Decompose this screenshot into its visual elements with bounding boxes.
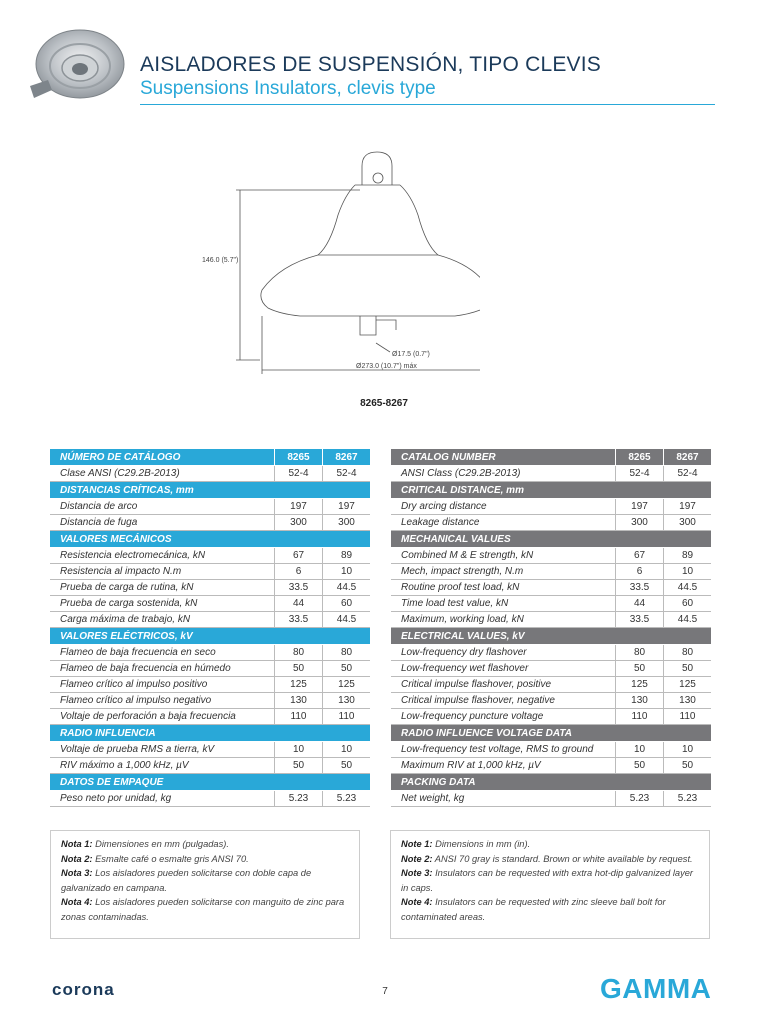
row-label: Maximum, working load, kN [391,612,616,628]
note-item [61,895,349,924]
value-8265: 197 [275,499,323,515]
table-header-8265: 8265 [616,449,664,466]
note-label: Nota 1: [61,839,93,849]
value-8267: 125 [323,677,371,693]
table-row [391,677,711,693]
row-label: Low-frequency puncture voltage [391,709,616,725]
value-8265: 50 [275,661,323,677]
table-row [50,596,370,612]
row-label: Voltaje de prueba RMS a tierra, kV [50,742,275,758]
section-title: DATOS DE EMPAQUE [50,774,370,791]
value-8267: 80 [323,645,371,661]
value-8267: 50 [664,661,712,677]
row-label: Flameo crítico al impulso positivo [50,677,275,693]
insulator-photo [22,22,130,104]
section-header-row [50,725,370,742]
note-text: Dimensiones en mm (pulgadas). [92,839,229,849]
value-8267: 110 [323,709,371,725]
value-8265: 67 [616,548,664,564]
value-8265: 125 [616,677,664,693]
table-row [50,499,370,515]
value-8267: 5.23 [664,791,712,807]
table-row [50,580,370,596]
section-header-row [50,531,370,548]
table-row [391,612,711,628]
value-8265: 33.5 [275,580,323,596]
corona-logo: corona [52,980,115,999]
table-row [391,499,711,515]
row-label: ANSI Class (C29.2B-2013) [391,466,616,482]
section-title: RADIO INFLUENCE VOLTAGE DATA [391,725,711,742]
row-label: Low-frequency dry flashover [391,645,616,661]
row-label: Clase ANSI (C29.2B-2013) [50,466,275,482]
table-row [391,791,711,807]
table-row [391,548,711,564]
table-header-label: NÚMERO DE CATÁLOGO [50,449,275,466]
value-8267: 52-4 [323,466,371,482]
table-row [50,466,370,482]
note-item [61,837,349,852]
value-8265: 130 [275,693,323,709]
header-divider [140,104,715,105]
value-8267: 10 [323,742,371,758]
section-title: CRITICAL DISTANCE, mm [391,482,711,499]
drawing-caption: 8265-8267 [360,398,408,409]
value-8267: 44.5 [323,612,371,628]
section-header-row [50,482,370,499]
table-row [391,709,711,725]
value-8265: 6 [616,564,664,580]
value-8265: 52-4 [616,466,664,482]
value-8265: 110 [275,709,323,725]
table-header-8267: 8267 [323,449,371,466]
note-label: Nota 4: [61,897,93,907]
table-header-label: CATALOG NUMBER [391,449,616,466]
table-header-8267: 8267 [664,449,712,466]
section-title: ELECTRICAL VALUES, kV [391,628,711,645]
table-row [50,564,370,580]
section-header-row [391,531,711,548]
note-text: Dimensions in mm (in). [432,839,531,849]
drawing-pin-label: Ø17.5 (0.7") [392,351,430,358]
section-header-row [391,628,711,645]
note-text: Los aisladores pueden solicitarse con doble capa de galvanizado en campana. [61,868,312,893]
table-row [50,709,370,725]
row-label: Voltaje de perforación a baja frecuencia [50,709,275,725]
row-label: Mech, impact strength, N.m [391,564,616,580]
value-8267: 197 [323,499,371,515]
drawing-diameter-label: Ø273.0 (10.7") máx [356,363,417,370]
table-row [50,677,370,693]
value-8267: 197 [664,499,712,515]
row-label: Prueba de carga de rutina, kN [50,580,275,596]
section-header-row [391,774,711,791]
table-header-row [391,449,711,466]
row-label: Routine proof test load, kN [391,580,616,596]
note-text: Insulators can be requested with zinc sleeve ball bolt for contaminated areas. [401,897,666,922]
value-8265: 50 [616,758,664,774]
row-label: Flameo de baja frecuencia en húmedo [50,661,275,677]
value-8267: 50 [664,758,712,774]
value-8265: 125 [275,677,323,693]
table-row [391,758,711,774]
section-title: VALORES MECÁNICOS [50,531,370,548]
note-text: Insulators can be requested with extra hot-dip galvanized layer in caps. [401,868,693,893]
drawing-height-label: 146.0 (5.7") [202,257,239,264]
value-8265: 110 [616,709,664,725]
section-title: DISTANCIAS CRÍTICAS, mm [50,482,370,499]
row-label: Flameo de baja frecuencia en seco [50,645,275,661]
value-8267: 89 [664,548,712,564]
table-row [50,645,370,661]
table-row [391,645,711,661]
value-8265: 300 [616,515,664,531]
note-item [401,895,699,924]
row-label: Low-frequency wet flashover [391,661,616,677]
note-item [61,852,349,867]
value-8265: 300 [275,515,323,531]
value-8267: 80 [664,645,712,661]
row-label: Time load test value, kN [391,596,616,612]
value-8265: 44 [275,596,323,612]
note-item [401,852,699,867]
note-item [401,837,699,852]
table-header-8265: 8265 [275,449,323,466]
value-8267: 44.5 [323,580,371,596]
row-label: Prueba de carga sostenida, kN [50,596,275,612]
note-text: Esmalte café o esmalte gris ANSI 70. [92,853,249,864]
value-8265: 197 [616,499,664,515]
row-label: Distancia de arco [50,499,275,515]
row-label: Combined M & E strength, kN [391,548,616,564]
table-row [50,661,370,677]
value-8267: 10 [323,564,371,580]
value-8265: 6 [275,564,323,580]
note-text: Los aisladores pueden solicitarse con manguito de zinc para zonas contaminadas. [61,897,345,922]
row-label: Critical impulse flashover, positive [391,677,616,693]
table-header-row [50,449,370,466]
value-8267: 130 [664,693,712,709]
value-8265: 5.23 [616,791,664,807]
value-8265: 52-4 [275,466,323,482]
value-8267: 60 [664,596,712,612]
note-label: Nota 3: [61,868,93,878]
value-8267: 44.5 [664,612,712,628]
value-8267: 300 [323,515,371,531]
value-8267: 52-4 [664,466,712,482]
table-row [391,580,711,596]
note-label: Note 4: [401,897,433,907]
note-label: Note 2: [401,853,433,864]
value-8267: 10 [664,742,712,758]
table-row [50,515,370,531]
value-8267: 130 [323,693,371,709]
value-8265: 33.5 [275,612,323,628]
value-8265: 80 [275,645,323,661]
spec-table-es [50,449,370,807]
table-row [391,596,711,612]
section-header-row [391,725,711,742]
row-label: Low-frequency test voltage, RMS to ground [391,742,616,758]
row-label: Dry arcing distance [391,499,616,515]
value-8267: 110 [664,709,712,725]
value-8267: 50 [323,758,371,774]
spec-table-en [391,449,711,807]
table-row [391,515,711,531]
technical-drawing [200,140,480,380]
table-row [391,742,711,758]
row-label: Leakage distance [391,515,616,531]
note-label: Note 3: [401,868,433,878]
value-8265: 10 [616,742,664,758]
value-8267: 300 [664,515,712,531]
table-row [50,742,370,758]
note-item [61,866,349,895]
table-row [391,693,711,709]
value-8267: 60 [323,596,371,612]
value-8267: 44.5 [664,580,712,596]
section-title: MECHANICAL VALUES [391,531,711,548]
value-8265: 80 [616,645,664,661]
notes-es [50,830,360,939]
value-8265: 33.5 [616,612,664,628]
value-8265: 130 [616,693,664,709]
table-row [50,791,370,807]
page-subtitle: Suspensions Insulators, clevis type [140,78,436,99]
note-item [401,866,699,895]
value-8267: 50 [323,661,371,677]
row-label: Distancia de fuga [50,515,275,531]
section-title: PACKING DATA [391,774,711,791]
note-text: ANSI 70 gray is standard. Brown or white available by request. [432,853,693,864]
table-row [50,693,370,709]
notes-en [390,830,710,939]
row-label: Flameo crítico al impulso negativo [50,693,275,709]
table-row [50,548,370,564]
row-label: Net weight, kg [391,791,616,807]
value-8265: 44 [616,596,664,612]
value-8267: 5.23 [323,791,371,807]
section-header-row [50,628,370,645]
table-row [391,661,711,677]
value-8267: 89 [323,548,371,564]
section-header-row [391,482,711,499]
row-label: Carga máxima de trabajo, kN [50,612,275,628]
section-title: RADIO INFLUENCIA [50,725,370,742]
gamma-logo: GAMMA [600,973,712,1004]
table-row [50,612,370,628]
value-8265: 50 [275,758,323,774]
value-8265: 5.23 [275,791,323,807]
table-row [391,564,711,580]
table-row [50,758,370,774]
note-label: Nota 2: [61,853,93,864]
page-title: AISLADORES DE SUSPENSIÓN, TIPO CLEVIS [140,53,601,76]
row-label: Maximum RIV at 1,000 kHz, µV [391,758,616,774]
value-8265: 50 [616,661,664,677]
section-title: VALORES ELÉCTRICOS, kV [50,628,370,645]
row-label: Peso neto por unidad, kg [50,791,275,807]
value-8267: 10 [664,564,712,580]
row-label: RIV máximo a 1,000 kHz, µV [50,758,275,774]
page-number: 7 [382,986,388,997]
value-8265: 10 [275,742,323,758]
value-8265: 33.5 [616,580,664,596]
section-header-row [50,774,370,791]
row-label: Resistencia al impacto N.m [50,564,275,580]
row-label: Critical impulse flashover, negative [391,693,616,709]
value-8265: 67 [275,548,323,564]
row-label: Resistencia electromecánica, kN [50,548,275,564]
value-8267: 125 [664,677,712,693]
table-row [391,466,711,482]
note-label: Note 1: [401,839,433,849]
